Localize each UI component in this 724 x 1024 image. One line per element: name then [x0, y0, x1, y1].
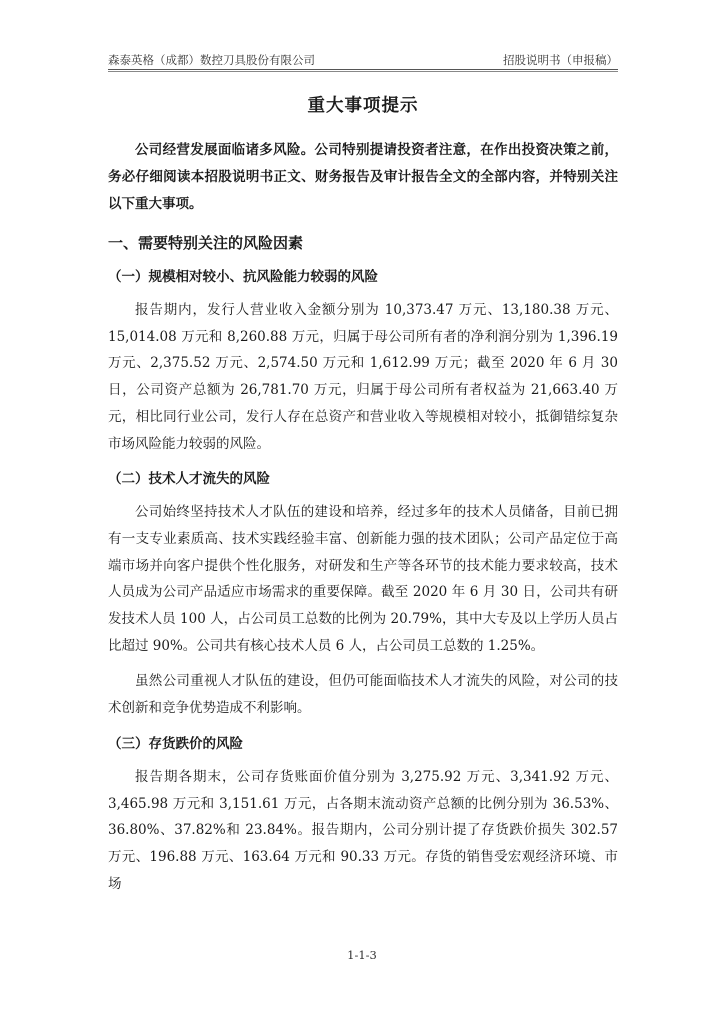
- header-company-name: 森泰英格（成都）数控刀具股份有限公司: [108, 53, 315, 67]
- page-body: [108, 92, 618, 906]
- scale-risk-paragraph: 报告期内，发行人营业收入金额分别为 10,373.47 万元、13,180.38 万元、15,014.08 万元和 8,260.88 万元，归属于母公司所有者的净利润分别为 1,396.19 万元、2,375.52 万元、2,574.50 万元和 1,612.99 万元；截至 2020 年 6 月 30 日，公司资产总额为 26,781.70 万元，归属于母公司所有者权益为 21,663.40 万元，相比同行业公司，发行人存在总资产和营业收入等规模相对较小，抵御错综复杂市场风险能力较弱的风险。: [108, 302, 618, 452]
- talent-risk-paragraph-2: 虽然公司重视人才队伍的建设，但仍可能面临技术人才流失的风险，对公司的技术创新和竞争优势造成不利影响。: [108, 673, 618, 717]
- inventory-risk-paragraph: 报告期各期末，公司存货账面价值分别为 3,275.92 万元、3,341.92 万元、3,465.98 万元和 3,151.61 万元，占各期末流动资产总额的比例分别为 36.53%、36.80%、37.82%和 23.84%。报告期内，公司分别计提了存货跌价损失 302.57 万元、196.88 万元、163.64 万元和 90.33 万元。存货的销售受宏观经济环境、市场: [108, 768, 618, 892]
- header-document-type: 招股说明书（申报稿）: [503, 53, 618, 67]
- subsection-heading-inventory-risk: （三）存货跌价的风险: [108, 735, 243, 752]
- page-header: [108, 50, 618, 68]
- section-heading-risk-factors: 一、需要特别关注的风险因素: [108, 234, 304, 252]
- subsection-heading-scale-risk: （一）规模相对较小、抗风险能力较弱的风险: [108, 269, 378, 285]
- header-rule-thin: [108, 71, 618, 72]
- talent-risk-paragraph-1: 公司始终坚持技术人才队伍的建设和培养，经过多年的技术人员储备，目前已拥有一支专业素质高、技术实践经验丰富、创新能力强的技术团队；公司产品定位于高端市场并向客户提供个性化服务，对研发和生产等各环节的技术能力要求较高，技术人员成为公司产品适应市场需求的重要保障。截至 2020 年 6 月 30 日，公司共有研发技术人员 100 人，占公司员工总数的比例为 20.79%，其中大专及以上学历人员占比超过 90%。公司共有核心技术人员 6 人，占公司员工总数的 1.25%。: [108, 504, 618, 654]
- page-number: 1-1-3: [347, 948, 377, 962]
- page-title: 重大事项提示: [307, 96, 419, 116]
- header-rule: [108, 69, 618, 70]
- subsection-heading-talent-risk: （二）技术人才流失的风险: [108, 471, 270, 488]
- intro-paragraph: 公司经营发展面临诸多风险。公司特别提请投资者注意，在作出投资决策之前，务必仔细阅读本招股说明书正文、财务报告及审计报告全文的全部内容，并特别关注以下重大事项。: [108, 142, 618, 212]
